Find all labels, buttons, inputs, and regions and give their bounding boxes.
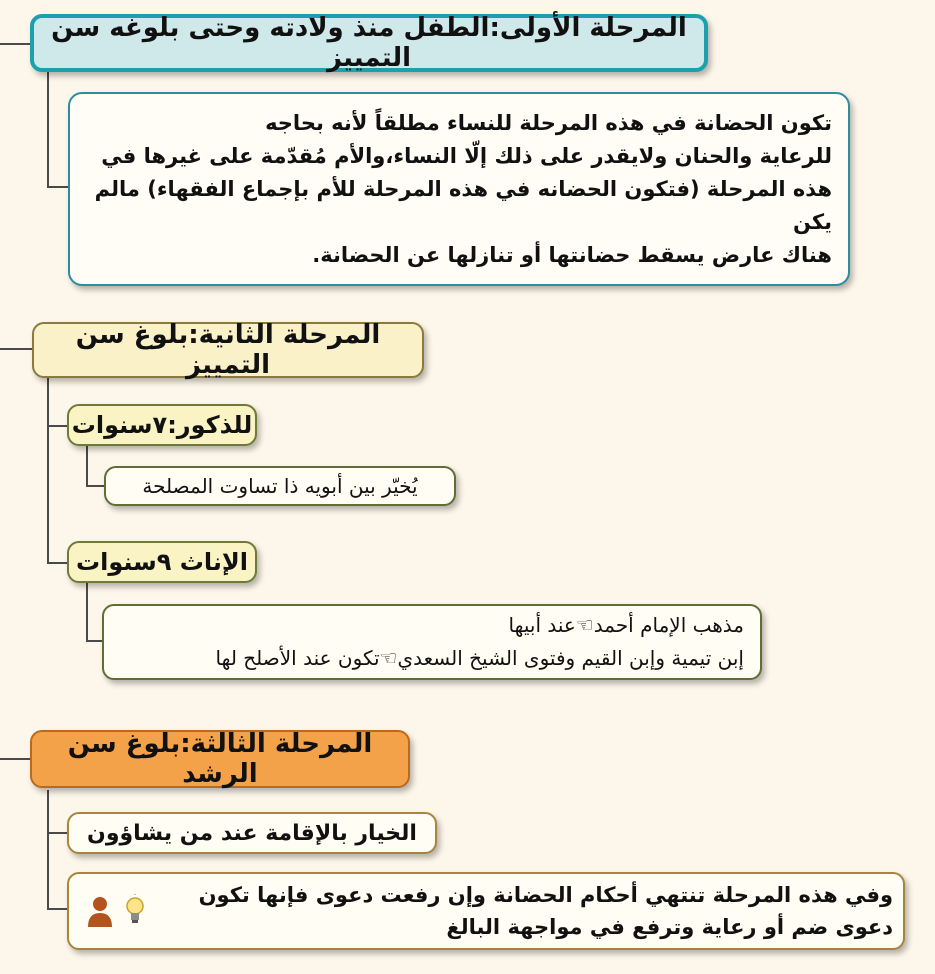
connector-males-detail	[86, 485, 104, 487]
females-detail	[102, 604, 762, 680]
stage3-title: المرحلة الثالثة:بلوغ سن الرشد	[67, 729, 373, 789]
stage1-title: المرحلة الأولى:الطفل منذ ولادته وحتى بلوغه سن التمييز	[51, 13, 687, 73]
connector-stage1-vertical	[47, 72, 49, 188]
stage3-header	[30, 730, 410, 788]
females-detail-line-2: إبن تيمية وإبن القيم وفتوى الشيخ السعدي☜تكون عند الأصلح لها	[215, 646, 744, 670]
stage2-title: المرحلة الثانية:بلوغ سن التمييز	[75, 320, 381, 380]
males-detail-text: يُخيّر بين أبويه ذا تساوت المصلحة	[142, 474, 418, 498]
stage1-detail-line-1: تكون الحضانة في هذه المرحلة للنساء مطلقاً لأنه بحاجه	[265, 110, 832, 135]
stage1-detail-line-4: يكن	[793, 209, 832, 234]
connector-stage2-vertical	[47, 378, 49, 564]
stage3-note-text	[147, 879, 893, 943]
person-icon	[85, 894, 115, 928]
stage1-detail-line-2: للرعاية والحنان ولايقدر على ذلك إلّا النساء،والأم مُقدّمة على غيرها في	[101, 143, 832, 168]
stage1-detail	[68, 92, 850, 286]
stage2-header	[32, 322, 424, 378]
connector-stage3-vertical	[47, 790, 49, 910]
males-detail	[104, 466, 456, 506]
stage1-detail-line-5: هناك عارض يسقط حضانتها أو تنازلها عن الحضانة.	[312, 242, 832, 267]
stage3-note-line-1: وفي هذه المرحلة تنتهي أحكام الحضانة وإن رفعت دعوى فإنها تكون	[198, 883, 893, 907]
stage1-detail-line-3: هذه المرحلة (فتكون الحضانه في هذه المرحلة للأم بإجماع الفقهاء) مالم	[94, 176, 832, 201]
connector-stage1	[0, 43, 30, 45]
stage1-header	[30, 14, 708, 72]
stage3-note-line-2: دعوى ضم أو رعاية وترفع في مواجهة البالغ	[446, 915, 893, 939]
connector-stage3-note	[47, 908, 67, 910]
females-detail-line-1: مذهب الإمام أحمد☜عند أبيها	[508, 613, 744, 637]
connector-females-vertical	[86, 582, 88, 642]
connector-stage3	[0, 758, 30, 760]
stage3-note	[67, 872, 905, 950]
connector-females-detail	[86, 640, 102, 642]
stage3-note-icons	[85, 894, 147, 928]
stage3-choice-text: الخيار بالإقامة عند من يشاؤون	[87, 820, 417, 846]
lightbulb-icon	[123, 894, 147, 928]
connector-stage3-choice	[47, 832, 67, 834]
connector-males-vertical	[86, 445, 88, 487]
males-label: للذكور:٧سنوات	[71, 411, 253, 439]
connector-males	[47, 425, 67, 427]
males-node	[67, 404, 257, 446]
stage3-choice	[67, 812, 437, 854]
connector-stage2	[0, 348, 32, 350]
females-label: الإناث ٩سنوات	[75, 548, 249, 576]
females-node	[67, 541, 257, 583]
connector-stage1-detail	[47, 186, 69, 188]
connector-females	[47, 562, 67, 564]
